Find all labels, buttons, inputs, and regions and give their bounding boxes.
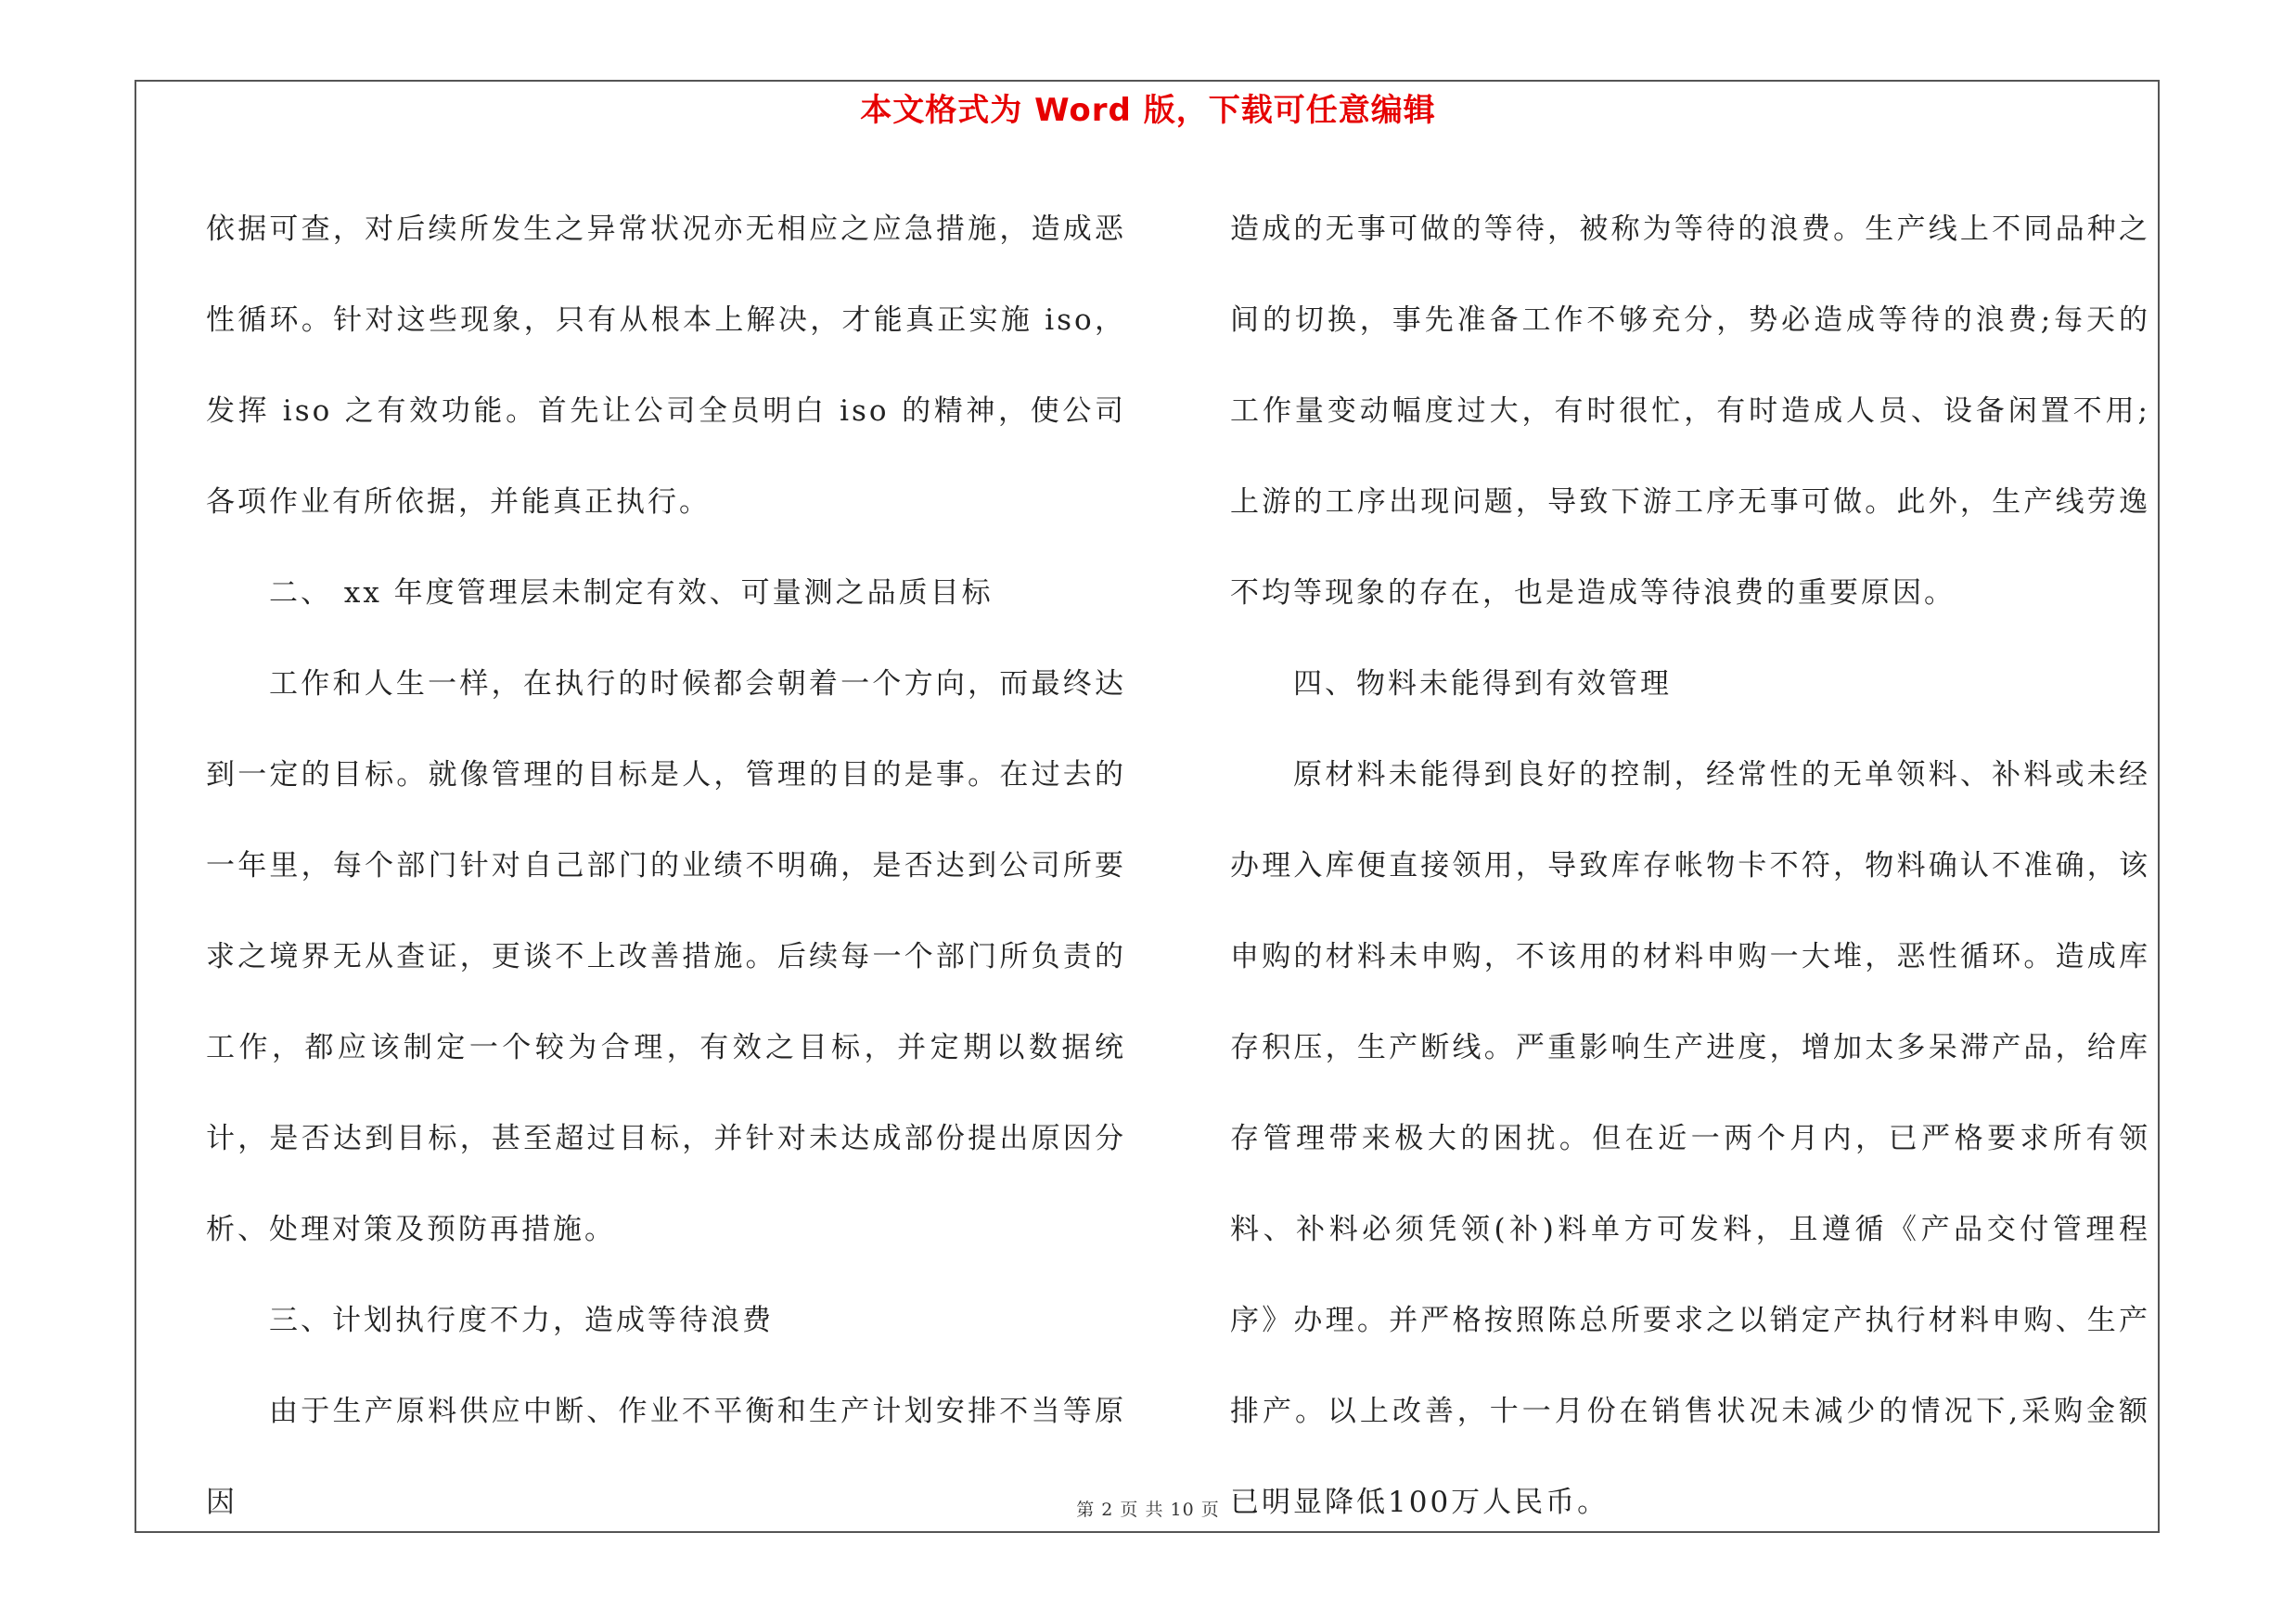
paragraph: 由于生产原料供应中断、作业不平衡和生产计划安排不当等原因 xyxy=(206,1395,1126,1519)
section-heading: 二、 xx 年度管理层未制定有效、可量测之品质目标 xyxy=(269,576,994,610)
left-column xyxy=(206,184,1126,1548)
format-banner: 本文格式为 Word 版，下载可任意编辑 xyxy=(860,92,1436,129)
paragraph: 原材料未能得到良好的控制，经常性的无单领料、补料或未经办理入库便直接领用，导致库存帐物卡不符，物料确认不准确，该申购的材料未申购，不该用的材料申购一大堆，恶性循环。造成库存积压，生产断线。严重影响生产进度，增加太多呆滞产品，给库存管理带来极大的困扰。但在近一两个月内，已严格要求所有领料、补料必须凭领(补)料单方可发料，且遵循《产品交付管理程序》办理。并严格按照陈总所要求之以销定产执行材料申购、生产排产。以上改善，十一月份在销售状况未减少的情况下,采购金额已明显降低100万人民币。 xyxy=(1230,758,2150,1519)
right-column xyxy=(1230,184,2150,1548)
paragraph: 依据可查，对后续所发生之异常状况亦无相应之应急措施，造成恶性循环。针对这些现象，只有从根本上解决，才能真正实施 iso，发挥 iso 之有效功能。首先让公司全员明白 iso 的精神，使公司各项作业有所依据，并能真正执行。 xyxy=(206,213,1126,519)
page-number: 第 2 页 共 10 页 xyxy=(1076,1500,1220,1520)
paragraph: 工作和人生一样，在执行的时候都会朝着一个方向，而最终达到一定的目标。就像管理的目标是人，管理的目的是事。在过去的一年里，每个部门针对自己部门的业绩不明确，是否达到公司所要求之境界无从查证，更谈不上改善措施。后续每一个部门所负责的工作，都应该制定一个较为合理，有效之目标，并定期以数据统计，是否达到目标，甚至超过目标，并针对未达成部份提出原因分析、处理对策及预防再措施。 xyxy=(206,667,1126,1246)
section-heading: 三、计划执行度不力，造成等待浪费 xyxy=(269,1304,774,1337)
section-heading: 四、物料未能得到有效管理 xyxy=(1293,667,1672,701)
paragraph: 造成的无事可做的等待，被称为等待的浪费。生产线上不同品种之间的切换，事先准备工作不够充分，势必造成等待的浪费;每天的工作量变动幅度过大，有时很忙，有时造成人员、设备闲置不用;上游的工序出现问题，导致下游工序无事可做。此外，生产线劳逸不均等现象的存在，也是造成等待浪费的重要原因。 xyxy=(1230,213,2150,610)
